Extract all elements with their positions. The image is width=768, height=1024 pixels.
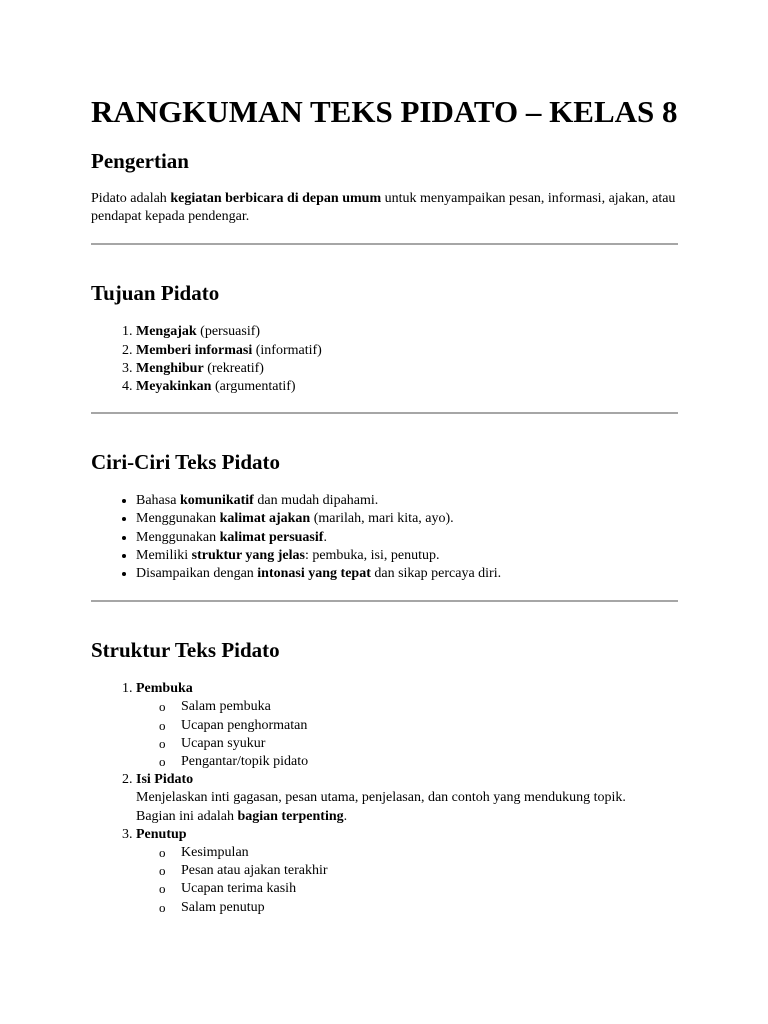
pengertian-paragraph — [91, 190, 678, 226]
list-item-penutup — [136, 826, 678, 917]
section-pengertian — [91, 148, 678, 226]
list-item-bold: kalimat ajakan — [219, 511, 311, 527]
list-item-text: Disampaikan dengan — [136, 566, 258, 582]
sub-list-item — [159, 753, 678, 771]
list-item-bold: kalimat persuasif — [219, 529, 324, 545]
isi-label: Isi Pidato — [136, 772, 194, 788]
list-item — [136, 323, 678, 341]
isi-description: Menjelaskan inti gagasan, pesan utama, penjelasan, dan contoh yang mendukung topik. — [136, 790, 626, 806]
list-item — [136, 510, 678, 528]
list-item-bold: Menghibur — [136, 360, 204, 376]
sub-list-item-text: Salam pembuka — [181, 699, 271, 715]
sub-list-item-text: Salam penutup — [181, 899, 265, 915]
heading-ciri: Ciri-Ciri Teks Pidato — [91, 450, 281, 475]
list-item — [136, 342, 678, 360]
circle-bullet-icon: o — [159, 754, 166, 770]
list-item-text: : pembuka, isi, penutup. — [304, 547, 440, 563]
list-item — [136, 529, 678, 547]
pengertian-text-after: untuk menyampaikan pesan, informasi, ajakan, atau pendapat kepada pendengar. — [91, 191, 676, 225]
isi-note-text: . — [343, 808, 348, 824]
list-item-bold: komunikatif — [179, 493, 254, 509]
list-item — [136, 360, 678, 378]
list-item-pembuka — [136, 680, 678, 771]
list-item-text: Memiliki — [136, 547, 192, 563]
circle-bullet-icon: o — [159, 717, 166, 733]
pembuka-sublist — [136, 698, 678, 771]
isi-note-text: Bagian ini adalah — [136, 808, 238, 824]
circle-bullet-icon: o — [159, 881, 166, 897]
sub-list-item — [159, 880, 678, 898]
tujuan-list — [91, 323, 678, 396]
section-tujuan — [91, 280, 678, 396]
list-item-bold: struktur yang jelas — [191, 547, 305, 563]
sub-list-item — [159, 844, 678, 862]
penutup-sublist — [136, 844, 678, 917]
divider — [91, 412, 678, 414]
ciri-list — [91, 492, 678, 583]
section-ciri — [91, 449, 678, 583]
list-item — [136, 547, 678, 565]
heading-tujuan: Tujuan Pidato — [91, 281, 220, 306]
sub-list-item — [159, 862, 678, 880]
penutup-label: Penutup — [136, 826, 187, 842]
sub-list-item-text: Pengantar/topik pidato — [181, 754, 309, 770]
sub-list-item — [159, 698, 678, 716]
circle-bullet-icon: o — [159, 899, 166, 915]
isi-note-bold: bagian terpenting — [237, 808, 344, 824]
divider — [91, 600, 678, 602]
section-struktur — [91, 637, 678, 917]
pembuka-label: Pembuka — [136, 681, 193, 697]
list-item-bold: intonasi yang tepat — [257, 566, 371, 582]
list-item-text: . — [323, 529, 327, 545]
list-item-text: Menggunakan — [136, 511, 220, 527]
list-item-isi — [136, 771, 678, 826]
heading-struktur: Struktur Teks Pidato — [91, 638, 280, 663]
pengertian-text-before: Pidato adalah — [91, 191, 171, 206]
sub-list-item — [159, 717, 678, 735]
circle-bullet-icon: o — [159, 845, 166, 861]
list-item — [136, 378, 678, 396]
pengertian-text-bold: kegiatan berbicara di depan umum — [170, 191, 382, 206]
sub-list-item-text: Ucapan syukur — [181, 735, 266, 751]
sub-list-item-text: Ucapan terima kasih — [181, 881, 297, 897]
list-item-text: (informatif) — [252, 342, 322, 358]
circle-bullet-icon: o — [159, 699, 166, 715]
list-item — [136, 492, 678, 510]
sub-list-item-text: Kesimpulan — [181, 845, 249, 861]
circle-bullet-icon: o — [159, 863, 166, 879]
list-item-text: (rekreatif) — [203, 360, 264, 376]
sub-list-item — [159, 735, 678, 753]
list-item — [136, 565, 678, 583]
circle-bullet-icon: o — [159, 735, 166, 751]
list-item-text: Bahasa — [136, 493, 180, 509]
list-item-bold: Mengajak — [136, 324, 197, 340]
list-item-bold: Meyakinkan — [136, 379, 212, 395]
sub-list-item-text: Ucapan penghormatan — [181, 717, 308, 733]
list-item-text: Menggunakan — [136, 529, 220, 545]
list-item-text: (marilah, mari kita, ayo). — [310, 511, 454, 527]
list-item-text: dan sikap percaya diri. — [370, 566, 502, 582]
list-item-bold: Memberi informasi — [136, 342, 253, 358]
sub-list-item-text: Pesan atau ajakan terakhir — [181, 863, 328, 879]
list-item-text: (persuasif) — [196, 324, 261, 340]
list-item-text: (argumentatif) — [211, 379, 296, 395]
struktur-list — [91, 680, 678, 917]
document-title: RANGKUMAN TEKS PIDATO – KELAS 8 — [91, 94, 678, 129]
heading-pengertian: Pengertian — [91, 149, 189, 173]
divider — [91, 243, 678, 245]
list-item-text: dan mudah dipahami. — [253, 493, 379, 509]
sub-list-item — [159, 899, 678, 917]
